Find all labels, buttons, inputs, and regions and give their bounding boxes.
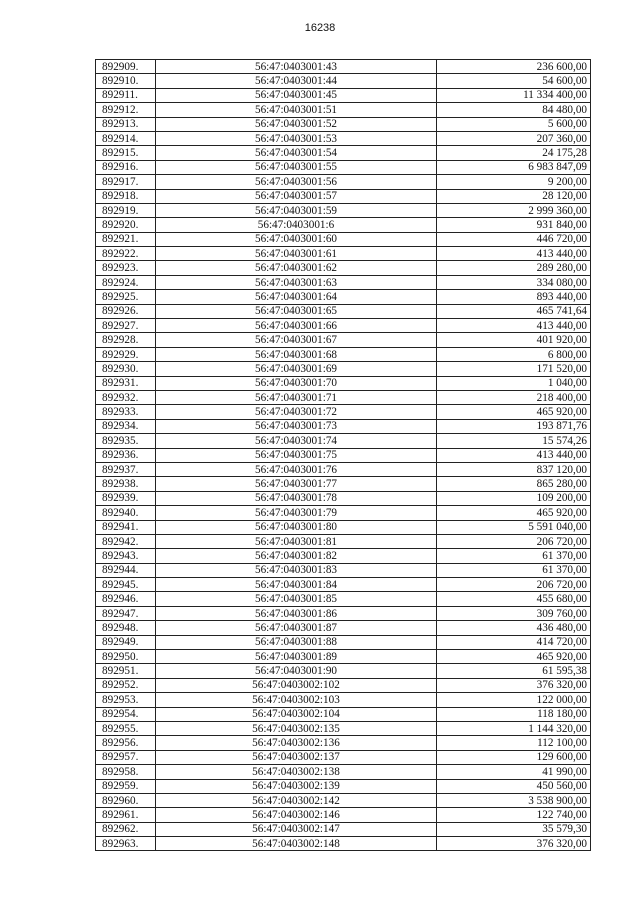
table-row xyxy=(96,765,591,779)
cadastral-number-cell: 56:47:0403002:146 xyxy=(156,808,437,822)
row-number-cell: 892938. xyxy=(96,477,156,491)
value-cell: 455 680,00 xyxy=(437,592,591,606)
row-number-cell: 892912. xyxy=(96,103,156,117)
value-cell: 450 560,00 xyxy=(437,779,591,793)
row-number-cell: 892914. xyxy=(96,131,156,145)
cadastral-number-cell: 56:47:0403001:73 xyxy=(156,419,437,433)
table-row xyxy=(96,247,591,261)
row-number-cell: 892928. xyxy=(96,333,156,347)
table-row xyxy=(96,448,591,462)
cadastral-number-cell: 56:47:0403001:85 xyxy=(156,592,437,606)
cadastral-number-cell: 56:47:0403001:52 xyxy=(156,117,437,131)
table-row xyxy=(96,347,591,361)
table-row xyxy=(96,218,591,232)
cadastral-number-cell: 56:47:0403002:138 xyxy=(156,765,437,779)
table-row xyxy=(96,131,591,145)
table-row xyxy=(96,74,591,88)
value-cell: 413 440,00 xyxy=(437,319,591,333)
row-number-cell: 892933. xyxy=(96,405,156,419)
cadastral-number-cell: 56:47:0403001:64 xyxy=(156,290,437,304)
cadastral-number-cell: 56:47:0403002:104 xyxy=(156,707,437,721)
value-cell: 465 920,00 xyxy=(437,506,591,520)
cadastral-number-cell: 56:47:0403001:65 xyxy=(156,304,437,318)
value-cell: 413 440,00 xyxy=(437,448,591,462)
row-number-cell: 892953. xyxy=(96,693,156,707)
value-cell: 24 175,28 xyxy=(437,146,591,160)
table-row xyxy=(96,506,591,520)
row-number-cell: 892911. xyxy=(96,88,156,102)
cadastral-number-cell: 56:47:0403002:139 xyxy=(156,779,437,793)
value-cell: 236 600,00 xyxy=(437,60,591,74)
value-cell: 15 574,26 xyxy=(437,434,591,448)
row-number-cell: 892944. xyxy=(96,563,156,577)
row-number-cell: 892955. xyxy=(96,721,156,735)
row-number-cell: 892926. xyxy=(96,304,156,318)
row-number-cell: 892932. xyxy=(96,390,156,404)
table-row xyxy=(96,664,591,678)
value-cell: 465 920,00 xyxy=(437,405,591,419)
table-row xyxy=(96,290,591,304)
cadastral-number-cell: 56:47:0403001:57 xyxy=(156,189,437,203)
table-row xyxy=(96,707,591,721)
cadastral-number-cell: 56:47:0403001:44 xyxy=(156,74,437,88)
row-number-cell: 892924. xyxy=(96,275,156,289)
cadastral-number-cell: 56:47:0403002:136 xyxy=(156,736,437,750)
value-cell: 11 334 400,00 xyxy=(437,88,591,102)
cadastral-number-cell: 56:47:0403002:102 xyxy=(156,678,437,692)
value-cell: 171 520,00 xyxy=(437,362,591,376)
row-number-cell: 892919. xyxy=(96,203,156,217)
value-cell: 446 720,00 xyxy=(437,232,591,246)
value-cell: 118 180,00 xyxy=(437,707,591,721)
row-number-cell: 892910. xyxy=(96,74,156,88)
row-number-cell: 892942. xyxy=(96,534,156,548)
value-cell: 122 000,00 xyxy=(437,693,591,707)
table-row xyxy=(96,319,591,333)
cadastral-number-cell: 56:47:0403001:6 xyxy=(156,218,437,232)
table-row xyxy=(96,232,591,246)
table-row xyxy=(96,793,591,807)
value-cell: 5 600,00 xyxy=(437,117,591,131)
row-number-cell: 892921. xyxy=(96,232,156,246)
value-cell: 5 591 040,00 xyxy=(437,520,591,534)
row-number-cell: 892935. xyxy=(96,434,156,448)
value-cell: 6 983 847,09 xyxy=(437,160,591,174)
table-row xyxy=(96,117,591,131)
value-cell: 413 440,00 xyxy=(437,247,591,261)
value-cell: 6 800,00 xyxy=(437,347,591,361)
row-number-cell: 892951. xyxy=(96,664,156,678)
value-cell: 465 920,00 xyxy=(437,650,591,664)
value-cell: 129 600,00 xyxy=(437,750,591,764)
cadastral-number-cell: 56:47:0403001:82 xyxy=(156,549,437,563)
cadastral-number-cell: 56:47:0403001:75 xyxy=(156,448,437,462)
cadastral-number-cell: 56:47:0403001:87 xyxy=(156,621,437,635)
cadastral-number-cell: 56:47:0403001:90 xyxy=(156,664,437,678)
cadastral-number-cell: 56:47:0403001:54 xyxy=(156,146,437,160)
row-number-cell: 892923. xyxy=(96,261,156,275)
row-number-cell: 892956. xyxy=(96,736,156,750)
table-row xyxy=(96,808,591,822)
row-number-cell: 892917. xyxy=(96,175,156,189)
row-number-cell: 892960. xyxy=(96,793,156,807)
value-cell: 54 600,00 xyxy=(437,74,591,88)
row-number-cell: 892948. xyxy=(96,621,156,635)
table-body xyxy=(96,60,591,851)
value-cell: 376 320,00 xyxy=(437,678,591,692)
value-cell: 206 720,00 xyxy=(437,534,591,548)
row-number-cell: 892937. xyxy=(96,462,156,476)
cadastral-number-cell: 56:47:0403002:147 xyxy=(156,822,437,836)
row-number-cell: 892927. xyxy=(96,319,156,333)
table-row xyxy=(96,390,591,404)
table-row xyxy=(96,60,591,74)
table-row xyxy=(96,736,591,750)
table-row xyxy=(96,563,591,577)
cadastral-number-cell: 56:47:0403001:59 xyxy=(156,203,437,217)
table-row xyxy=(96,462,591,476)
cadastral-number-cell: 56:47:0403002:103 xyxy=(156,693,437,707)
row-number-cell: 892963. xyxy=(96,837,156,851)
table-row xyxy=(96,160,591,174)
value-cell: 893 440,00 xyxy=(437,290,591,304)
cadastral-number-cell: 56:47:0403001:43 xyxy=(156,60,437,74)
value-cell: 122 740,00 xyxy=(437,808,591,822)
cadastral-number-cell: 56:47:0403002:135 xyxy=(156,721,437,735)
table-row xyxy=(96,678,591,692)
table-row xyxy=(96,261,591,275)
table-row xyxy=(96,750,591,764)
value-cell: 401 920,00 xyxy=(437,333,591,347)
row-number-cell: 892961. xyxy=(96,808,156,822)
row-number-cell: 892925. xyxy=(96,290,156,304)
cadastral-number-cell: 56:47:0403001:60 xyxy=(156,232,437,246)
value-cell: 218 400,00 xyxy=(437,390,591,404)
value-cell: 61 370,00 xyxy=(437,563,591,577)
cadastral-number-cell: 56:47:0403001:88 xyxy=(156,635,437,649)
cadastral-number-cell: 56:47:0403001:70 xyxy=(156,376,437,390)
row-number-cell: 892958. xyxy=(96,765,156,779)
cadastral-number-cell: 56:47:0403001:68 xyxy=(156,347,437,361)
table-row xyxy=(96,635,591,649)
table-row xyxy=(96,837,591,851)
value-cell: 84 480,00 xyxy=(437,103,591,117)
row-number-cell: 892943. xyxy=(96,549,156,563)
cadastral-number-cell: 56:47:0403001:67 xyxy=(156,333,437,347)
table-row xyxy=(96,477,591,491)
value-cell: 9 200,00 xyxy=(437,175,591,189)
table-row xyxy=(96,362,591,376)
table-row xyxy=(96,203,591,217)
cadastral-number-cell: 56:47:0403002:148 xyxy=(156,837,437,851)
cadastral-number-cell: 56:47:0403001:83 xyxy=(156,563,437,577)
table-row xyxy=(96,578,591,592)
row-number-cell: 892940. xyxy=(96,506,156,520)
cadastral-number-cell: 56:47:0403002:142 xyxy=(156,793,437,807)
table-row xyxy=(96,405,591,419)
value-cell: 109 200,00 xyxy=(437,491,591,505)
row-number-cell: 892930. xyxy=(96,362,156,376)
value-cell: 436 480,00 xyxy=(437,621,591,635)
row-number-cell: 892931. xyxy=(96,376,156,390)
cadastral-number-cell: 56:47:0403001:66 xyxy=(156,319,437,333)
cadastral-number-cell: 56:47:0403001:53 xyxy=(156,131,437,145)
value-cell: 309 760,00 xyxy=(437,606,591,620)
cadastral-number-cell: 56:47:0403001:63 xyxy=(156,275,437,289)
row-number-cell: 892915. xyxy=(96,146,156,160)
row-number-cell: 892950. xyxy=(96,650,156,664)
value-cell: 837 120,00 xyxy=(437,462,591,476)
row-number-cell: 892909. xyxy=(96,60,156,74)
value-cell: 28 120,00 xyxy=(437,189,591,203)
row-number-cell: 892913. xyxy=(96,117,156,131)
row-number-cell: 892939. xyxy=(96,491,156,505)
table-row xyxy=(96,606,591,620)
row-number-cell: 892946. xyxy=(96,592,156,606)
value-cell: 3 538 900,00 xyxy=(437,793,591,807)
row-number-cell: 892952. xyxy=(96,678,156,692)
value-cell: 465 741,64 xyxy=(437,304,591,318)
page-number: 16238 xyxy=(304,22,336,34)
value-cell: 61 595,38 xyxy=(437,664,591,678)
value-cell: 334 080,00 xyxy=(437,275,591,289)
row-number-cell: 892959. xyxy=(96,779,156,793)
cadastral-number-cell: 56:47:0403001:78 xyxy=(156,491,437,505)
row-number-cell: 892945. xyxy=(96,578,156,592)
cadastral-number-cell: 56:47:0403001:71 xyxy=(156,390,437,404)
value-cell: 289 280,00 xyxy=(437,261,591,275)
value-cell: 61 370,00 xyxy=(437,549,591,563)
table-row xyxy=(96,103,591,117)
table-row xyxy=(96,88,591,102)
table-row xyxy=(96,592,591,606)
value-cell: 1 144 320,00 xyxy=(437,721,591,735)
table-row xyxy=(96,721,591,735)
cadastral-number-cell: 56:47:0403001:69 xyxy=(156,362,437,376)
cadastral-number-cell: 56:47:0403001:51 xyxy=(156,103,437,117)
table-row xyxy=(96,534,591,548)
cadastral-number-cell: 56:47:0403001:86 xyxy=(156,606,437,620)
cadastral-number-cell: 56:47:0403001:45 xyxy=(156,88,437,102)
value-cell: 865 280,00 xyxy=(437,477,591,491)
row-number-cell: 892962. xyxy=(96,822,156,836)
value-cell: 206 720,00 xyxy=(437,578,591,592)
row-number-cell: 892929. xyxy=(96,347,156,361)
table-row xyxy=(96,333,591,347)
table-row xyxy=(96,693,591,707)
cadastral-number-cell: 56:47:0403001:56 xyxy=(156,175,437,189)
value-cell: 376 320,00 xyxy=(437,837,591,851)
cadastral-value-table xyxy=(95,59,591,851)
table-row xyxy=(96,189,591,203)
row-number-cell: 892916. xyxy=(96,160,156,174)
value-cell: 207 360,00 xyxy=(437,131,591,145)
table-row xyxy=(96,549,591,563)
row-number-cell: 892922. xyxy=(96,247,156,261)
cadastral-number-cell: 56:47:0403001:89 xyxy=(156,650,437,664)
table-row xyxy=(96,822,591,836)
value-cell: 414 720,00 xyxy=(437,635,591,649)
row-number-cell: 892954. xyxy=(96,707,156,721)
table-row xyxy=(96,376,591,390)
cadastral-number-cell: 56:47:0403001:55 xyxy=(156,160,437,174)
cadastral-number-cell: 56:47:0403001:76 xyxy=(156,462,437,476)
value-cell: 1 040,00 xyxy=(437,376,591,390)
cadastral-number-cell: 56:47:0403002:137 xyxy=(156,750,437,764)
table-row xyxy=(96,146,591,160)
cadastral-number-cell: 56:47:0403001:79 xyxy=(156,506,437,520)
table-row xyxy=(96,621,591,635)
cadastral-number-cell: 56:47:0403001:72 xyxy=(156,405,437,419)
table-row xyxy=(96,491,591,505)
table-row xyxy=(96,175,591,189)
cadastral-number-cell: 56:47:0403001:77 xyxy=(156,477,437,491)
cadastral-number-cell: 56:47:0403001:61 xyxy=(156,247,437,261)
table-row xyxy=(96,275,591,289)
row-number-cell: 892936. xyxy=(96,448,156,462)
row-number-cell: 892920. xyxy=(96,218,156,232)
row-number-cell: 892918. xyxy=(96,189,156,203)
value-cell: 41 990,00 xyxy=(437,765,591,779)
cadastral-number-cell: 56:47:0403001:62 xyxy=(156,261,437,275)
table-row xyxy=(96,520,591,534)
table-row xyxy=(96,434,591,448)
table-row xyxy=(96,419,591,433)
cadastral-number-cell: 56:47:0403001:80 xyxy=(156,520,437,534)
value-cell: 2 999 360,00 xyxy=(437,203,591,217)
cadastral-number-cell: 56:47:0403001:84 xyxy=(156,578,437,592)
value-cell: 35 579,30 xyxy=(437,822,591,836)
row-number-cell: 892949. xyxy=(96,635,156,649)
table-row xyxy=(96,779,591,793)
value-cell: 193 871,76 xyxy=(437,419,591,433)
table-row xyxy=(96,650,591,664)
table-row xyxy=(96,304,591,318)
row-number-cell: 892941. xyxy=(96,520,156,534)
cadastral-number-cell: 56:47:0403001:81 xyxy=(156,534,437,548)
value-cell: 931 840,00 xyxy=(437,218,591,232)
row-number-cell: 892957. xyxy=(96,750,156,764)
row-number-cell: 892947. xyxy=(96,606,156,620)
value-cell: 112 100,00 xyxy=(437,736,591,750)
cadastral-number-cell: 56:47:0403001:74 xyxy=(156,434,437,448)
row-number-cell: 892934. xyxy=(96,419,156,433)
